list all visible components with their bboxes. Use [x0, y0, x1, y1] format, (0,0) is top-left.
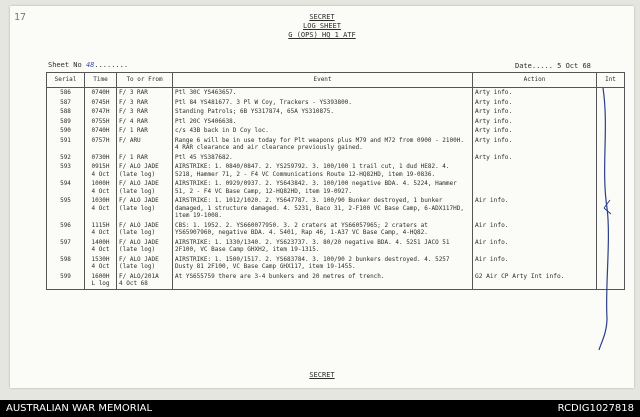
sheet-number-field: Sheet No 48........ — [48, 61, 129, 69]
serial-cell: 595 — [47, 196, 85, 221]
to-or-from-cell: F/ ALO JADE (late log) — [117, 196, 173, 221]
table-header-row — [47, 73, 625, 88]
header-to-or-from: To or From — [117, 73, 173, 88]
action-cell: G2 Air CP Arty Int info. — [473, 272, 597, 290]
to-or-from-cell: F/ ALO JADE (late log) — [117, 238, 173, 255]
action-cell: Arty info. — [473, 117, 597, 127]
to-or-from-cell: F/ 1 RAR — [117, 153, 173, 163]
table-row — [47, 162, 625, 179]
document-subtitle: G (OPS) HQ 1 ATF — [288, 31, 356, 39]
serial-cell: 586 — [47, 88, 85, 98]
document-title: LOG SHEET — [303, 22, 341, 30]
action-cell: Air info. — [473, 255, 597, 272]
sheet-number-value: 48 — [85, 61, 95, 69]
time-cell: 0757H — [85, 136, 117, 153]
date-label: Date — [515, 62, 532, 70]
action-cell: Arty info. — [473, 107, 597, 117]
table-row — [47, 272, 625, 290]
time-cell: 1000H 4 Oct — [85, 179, 117, 196]
serial-cell: 598 — [47, 255, 85, 272]
serial-cell: 597 — [47, 238, 85, 255]
event-cell: Ptl 45 YS387682. — [173, 153, 473, 163]
serial-cell: 594 — [47, 179, 85, 196]
time-cell: 0740H — [85, 126, 117, 136]
pen-mark-line — [595, 88, 615, 358]
to-or-from-cell: F/ ALO/201A 4 Oct 68 — [117, 272, 173, 290]
action-cell: Air info. — [473, 238, 597, 255]
serial-cell: 592 — [47, 153, 85, 163]
to-or-from-cell: F/ ALO JADE (late log) — [117, 162, 173, 179]
serial-cell: 588 — [47, 107, 85, 117]
action-cell — [473, 179, 597, 196]
time-cell: 1400H 4 Oct — [85, 238, 117, 255]
event-cell: Ptl 20C YS406638. — [173, 117, 473, 127]
table-row — [47, 107, 625, 117]
time-cell: 1115H 4 Oct — [85, 221, 117, 238]
action-cell: Arty info. — [473, 126, 597, 136]
table-row — [47, 117, 625, 127]
to-or-from-cell: F/ 3 RAR — [117, 107, 173, 117]
event-cell: Range 6 will be in use today for Plt weapons plus M79 and M72 from 0900 - 2100H. 4 RAR clearance and air clearance previously gained. — [173, 136, 473, 153]
to-or-from-cell: F/ 4 RAR — [117, 117, 173, 127]
table-row — [47, 238, 625, 255]
log-table-body — [47, 88, 625, 290]
archive-credit-bar — [0, 400, 640, 417]
serial-cell: 587 — [47, 98, 85, 108]
serial-cell: 591 — [47, 136, 85, 153]
table-row — [47, 196, 625, 221]
table-row — [47, 255, 625, 272]
time-cell: 0730H — [85, 153, 117, 163]
to-or-from-cell: F/ ALO JADE (late log) — [117, 255, 173, 272]
date-value: 5 Oct 68 — [557, 62, 591, 70]
table-row — [47, 98, 625, 108]
serial-cell: 596 — [47, 221, 85, 238]
table-row — [47, 179, 625, 196]
action-cell: Air info. — [473, 221, 597, 238]
event-cell: c/s 43B back in D Coy loc. — [173, 126, 473, 136]
classification-bottom: SECRET — [309, 371, 335, 379]
time-cell: 1600H L log — [85, 272, 117, 290]
event-cell: Standing Patrols; 6B YS317874, 65A YS310875. — [173, 107, 473, 117]
to-or-from-cell: F/ 3 RAR — [117, 98, 173, 108]
event-cell: AIRSTRIKE: 1. 1330/1340. 2. YS623737. 3. 80/20 negative BDA. 4. 5251 JACO 51 2F100, VC Base Camp GHXH2, item 19-1315. — [173, 238, 473, 255]
time-cell: 0915H 4 Oct — [85, 162, 117, 179]
time-cell: 0747H — [85, 107, 117, 117]
event-cell: AIRSTRIKE: 1. 0840/0847. 2. YS259792. 3. 100/100 1 trail cut, 1 dud HE82. 4. 5218, Hammer 71, 2 - F4 VC Communications Route 12-HQ82HD, item 19-0836. — [173, 162, 473, 179]
to-or-from-cell: F/ ALO JADE (late log) — [117, 179, 173, 196]
time-cell: 0745H — [85, 98, 117, 108]
time-cell: 1030H 4 Oct — [85, 196, 117, 221]
serial-cell: 593 — [47, 162, 85, 179]
to-or-from-cell: F/ ALO JADE (late log) — [117, 221, 173, 238]
header-action: Action — [473, 73, 597, 88]
event-cell: At YS655759 there are 3-4 bunkers and 20 metres of trench. — [173, 272, 473, 290]
header-init: Int — [597, 73, 625, 88]
action-cell: Air info. — [473, 196, 597, 221]
action-cell: Arty info. — [473, 136, 597, 153]
event-cell: AIRSTRIKE: 1. 1012/1020. 2. YS647787. 3. 100/90 Bunker destroyed, 1 bunker damaged, 1 structure damaged. 4. 5231, Baco 31, 2-F100 VC Base Camp, 6-ADX117HD, item 19-1008. — [173, 196, 473, 221]
time-cell: 0755H — [85, 117, 117, 127]
serial-cell: 589 — [47, 117, 85, 127]
log-table — [46, 72, 625, 290]
event-cell: CBS: 1. 1952. 2. YS660077950. 3. 2 craters at YS66057965; 2 craters at YS65907960, negative BDA. 4. 5401, Rap 46, 1-A37 VC Base Camp, 4-HQ82. — [173, 221, 473, 238]
table-row — [47, 221, 625, 238]
event-cell: Ptl 30C YS463657. — [173, 88, 473, 98]
table-row — [47, 153, 625, 163]
table-row — [47, 136, 625, 153]
corner-page-mark: 17 — [14, 12, 27, 23]
action-cell: Arty info. — [473, 153, 597, 163]
event-cell: Ptl 84 YS481677. 3 Pl W Coy, Trackers - YS393800. — [173, 98, 473, 108]
time-cell: 0740H — [85, 88, 117, 98]
event-cell: AIRSTRIKE: 1. 1500/1517. 2. YS683784. 3. 100/90 2 bunkers destroyed. 4. 5257 Dusty 81 2F100, VC Base Camp GHX117, item 19-1455. — [173, 255, 473, 272]
table-row — [47, 126, 625, 136]
header-time: Time — [85, 73, 117, 88]
action-cell: Arty info. — [473, 98, 597, 108]
date-field: Date..... 5 Oct 68 — [515, 62, 591, 70]
to-or-from-cell: F/ ARU — [117, 136, 173, 153]
to-or-from-cell: F/ 3 RAR — [117, 88, 173, 98]
log-sheet-page — [10, 6, 634, 388]
event-cell: AIRSTRIKE: 1. 0929/0937. 2. YS643842. 3. 100/100 negative BDA. 4. 5224, Hammer 51, 2 - F4 VC Base Camp, 12-HQ82HD, item 19-0927. — [173, 179, 473, 196]
classification-top: SECRET — [309, 13, 335, 21]
serial-cell: 590 — [47, 126, 85, 136]
archive-credit-left: AUSTRALIAN WAR MEMORIAL — [6, 403, 153, 414]
action-cell — [473, 162, 597, 179]
time-cell: 1530H 4 Oct — [85, 255, 117, 272]
header-serial: Serial — [47, 73, 85, 88]
table-row — [47, 88, 625, 98]
to-or-from-cell: F/ 1 RAR — [117, 126, 173, 136]
archive-credit-right: RCDIG1027818 — [557, 403, 634, 414]
sheet-number-label: Sheet No — [48, 61, 82, 69]
header-event: Event — [173, 73, 473, 88]
serial-cell: 599 — [47, 272, 85, 290]
action-cell: Arty info. — [473, 88, 597, 98]
